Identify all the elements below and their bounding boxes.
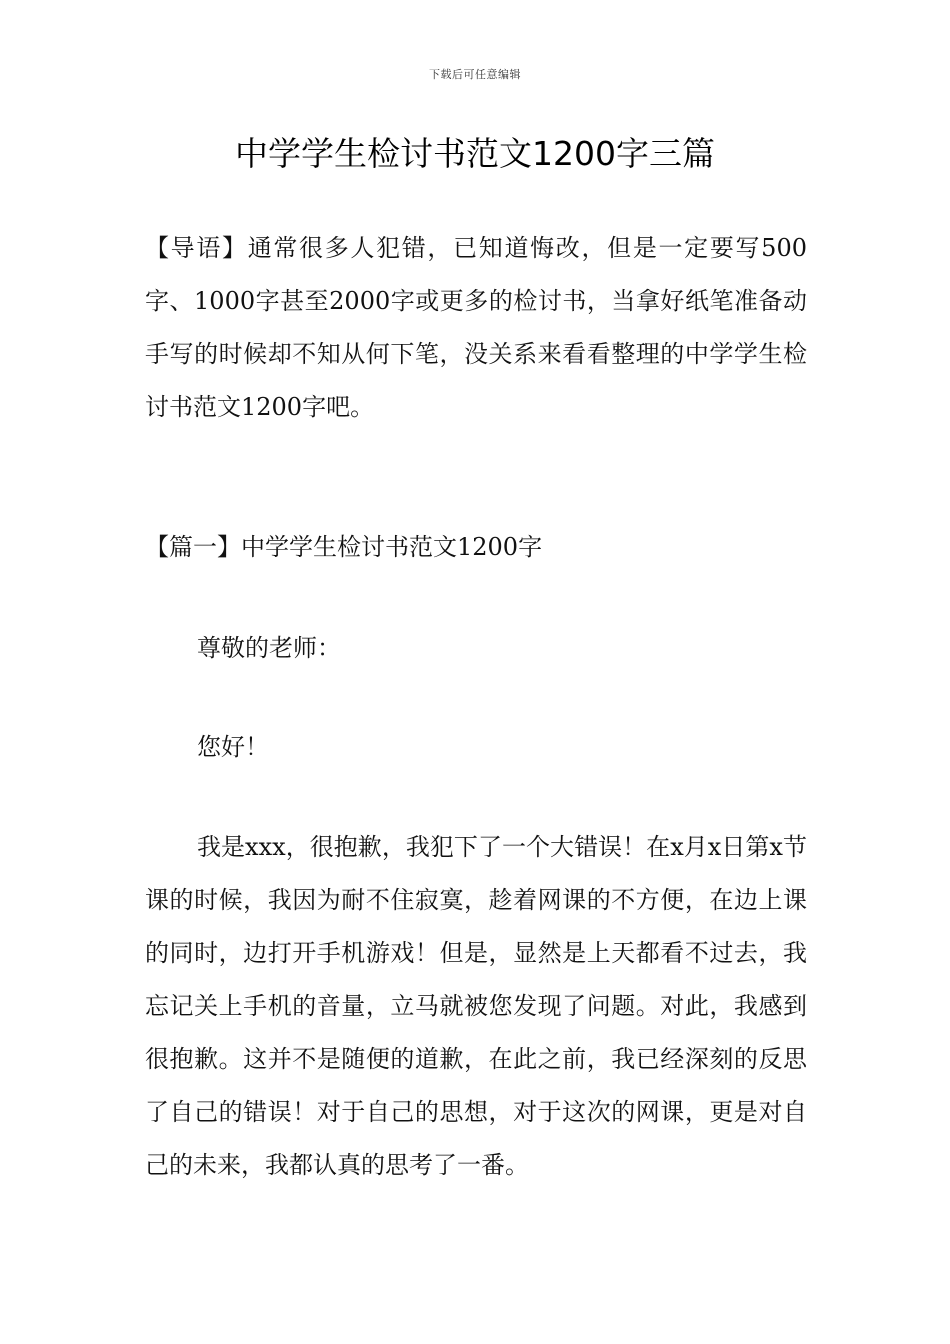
salutation: 尊敬的老师： <box>197 634 341 662</box>
section-heading: 【篇一】中学学生检讨书范文1200字 <box>145 533 543 561</box>
body-paragraph: 我是xxx，很抱歉，我犯下了一个大错误！在x月x日第x节课的时候，我因为耐不住寂寞，趁着网课的不方便，在边上课的同时，边打开手机游戏！但是，显然是上天都看不过去，我忘记关上手机的音量，立马就被您发现了问题。对此，我感到很抱歉。这并不是随便的道歉，在此之前，我已经深刻的反思了自己的错误！对于自己的思想，对于这次的网课，更是对自己的未来，我都认真的思考了一番。 <box>145 833 807 1179</box>
intro-paragraph: 【导语】通常很多人犯错，已知道悔改，但是一定要写500字、1000字甚至2000字或更多的检讨书，当拿好纸笔准备动手写的时候却不知从何下笔，没关系来看看整理的中学学生检讨书范文1200字吧。 <box>145 234 807 421</box>
header-note: 下载后可任意编辑 <box>429 68 521 81</box>
greeting: 您好！ <box>197 733 269 761</box>
document-title: 中学学生检讨书范文1200字三篇 <box>235 134 715 173</box>
